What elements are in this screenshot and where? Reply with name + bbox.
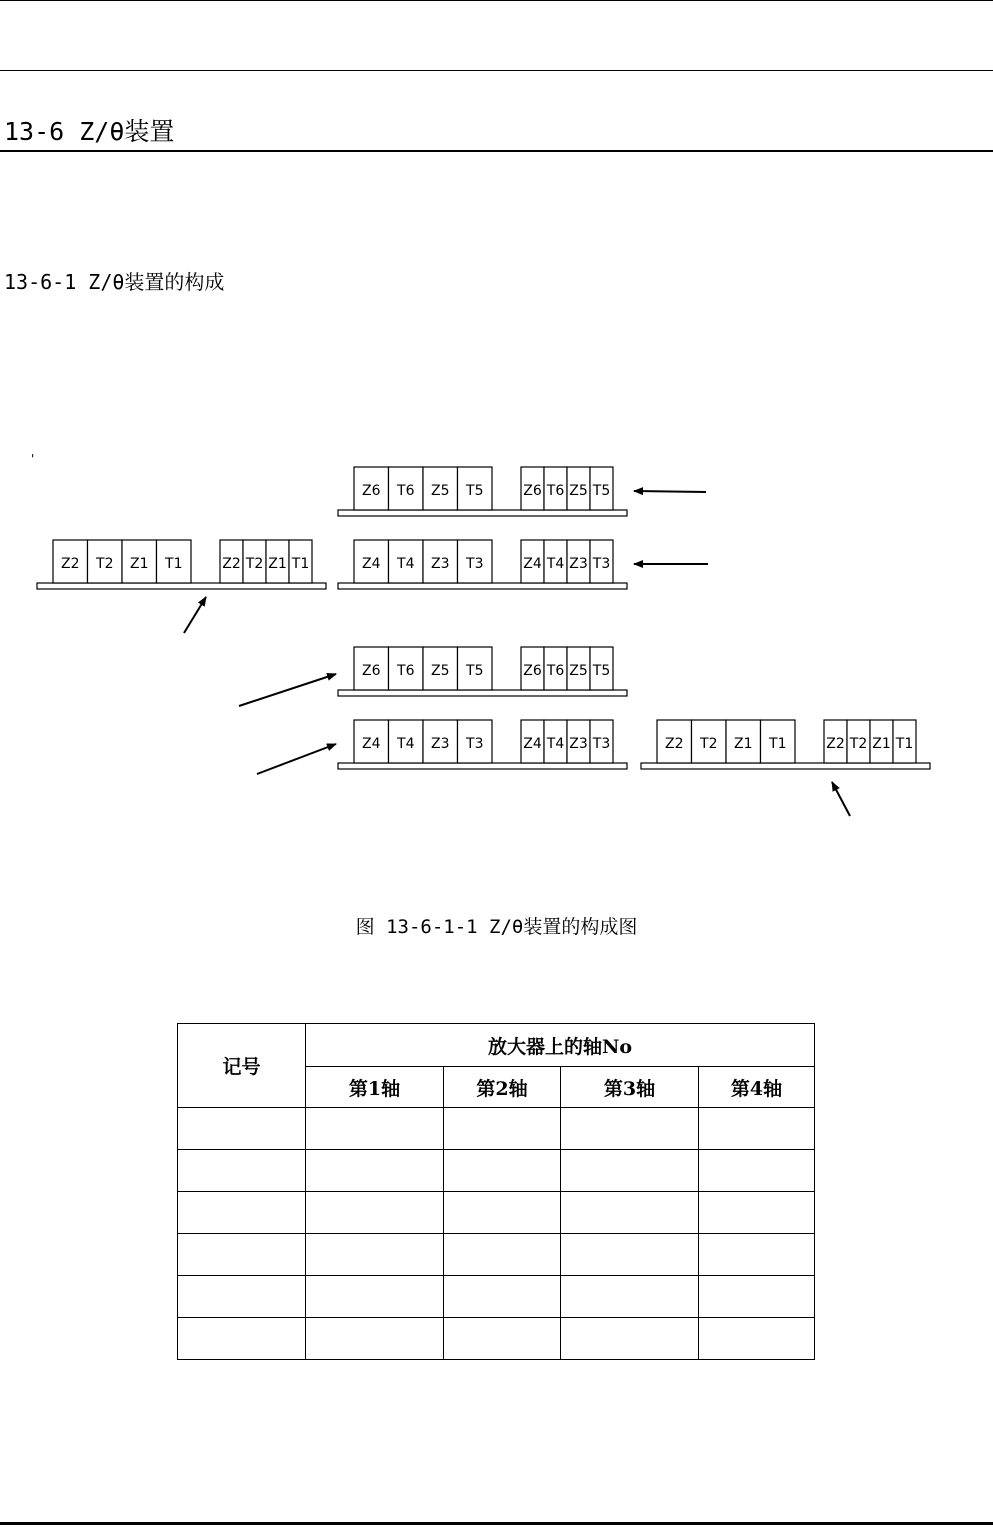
table-row xyxy=(178,1108,815,1150)
table-cell xyxy=(306,1276,444,1318)
block-label: Z3 xyxy=(569,556,588,572)
block-label: T4 xyxy=(397,736,415,752)
block-label: T1 xyxy=(291,556,310,572)
table-cell xyxy=(444,1108,561,1150)
axis-assignment-table xyxy=(177,1023,815,1360)
unit-upper-b xyxy=(338,540,627,589)
symbol-header: 记号 xyxy=(178,1024,306,1108)
block-label: Z6 xyxy=(523,663,542,679)
arrow-to-lower-b xyxy=(257,744,336,774)
z-theta-unit-diagram xyxy=(0,440,993,840)
base-plate xyxy=(338,763,627,769)
amp-axis-header: 放大器上的轴No xyxy=(306,1024,815,1067)
base-plate xyxy=(37,583,326,589)
subsection-title: 13-6-1 Z/θ装置的构成 xyxy=(4,270,225,294)
block-label: T4 xyxy=(546,736,565,752)
block-label: T2 xyxy=(245,556,264,572)
block-label: T3 xyxy=(466,556,484,572)
block-label: Z1 xyxy=(268,556,287,572)
block-label: T6 xyxy=(546,663,565,679)
base-plate xyxy=(338,510,627,516)
table-cell xyxy=(561,1276,699,1318)
block-label: Z5 xyxy=(431,663,450,679)
block-label: Z6 xyxy=(362,663,381,679)
block-label: Z5 xyxy=(569,663,588,679)
block-label: Z5 xyxy=(569,483,588,499)
unit-left-c xyxy=(37,540,326,589)
table-cell xyxy=(178,1318,306,1360)
axis-3-header: 第3轴 xyxy=(561,1067,699,1108)
block-label: T6 xyxy=(397,663,415,679)
table-row xyxy=(178,1234,815,1276)
block-label: Z3 xyxy=(569,736,588,752)
table-cell xyxy=(561,1234,699,1276)
block-label: Z4 xyxy=(362,736,381,752)
arrow-to-left-c xyxy=(184,597,206,633)
block-label: Z6 xyxy=(362,483,381,499)
table-cell xyxy=(699,1276,815,1318)
block-label: T5 xyxy=(466,663,484,679)
base-plate xyxy=(338,690,627,696)
table-cell xyxy=(561,1150,699,1192)
arrow-to-upper-a xyxy=(634,491,706,492)
base-plate xyxy=(641,763,930,769)
table-cell xyxy=(561,1108,699,1150)
table-cell xyxy=(306,1108,444,1150)
table-cell xyxy=(306,1234,444,1276)
block-label: Z1 xyxy=(734,736,753,752)
table-cell xyxy=(561,1318,699,1360)
axis-2-header: 第2轴 xyxy=(444,1067,561,1108)
table-cell xyxy=(444,1234,561,1276)
table-cell xyxy=(699,1192,815,1234)
block-label: T6 xyxy=(397,483,415,499)
unit-lower-b xyxy=(338,720,627,769)
section-title: 13-6 Z/θ装置 xyxy=(4,117,175,146)
block-label: T2 xyxy=(700,736,718,752)
stray-mark: ' xyxy=(31,452,35,466)
table-cell xyxy=(178,1276,306,1318)
block-label: Z1 xyxy=(130,556,149,572)
table-cell xyxy=(699,1150,815,1192)
arrow-to-lower-a xyxy=(239,674,336,706)
block-label: T2 xyxy=(96,556,114,572)
table-cell xyxy=(444,1276,561,1318)
block-label: Z4 xyxy=(362,556,381,572)
block-label: T5 xyxy=(592,483,611,499)
figure-caption: 图 13-6-1-1 Z/θ装置的构成图 xyxy=(355,916,638,938)
unit-upper-a xyxy=(338,467,627,516)
table-cell xyxy=(699,1234,815,1276)
block-label: Z5 xyxy=(431,483,450,499)
table-cell xyxy=(178,1234,306,1276)
table-cell xyxy=(178,1192,306,1234)
block-label: Z4 xyxy=(523,736,542,752)
axis-4-header: 第4轴 xyxy=(699,1067,815,1108)
block-label: T5 xyxy=(592,663,611,679)
block-label: Z3 xyxy=(431,556,450,572)
table-cell xyxy=(444,1318,561,1360)
table-cell xyxy=(699,1108,815,1150)
block-label: T5 xyxy=(466,483,484,499)
block-label: Z2 xyxy=(826,736,845,752)
footer-rule xyxy=(0,1522,993,1525)
unit-lower-a xyxy=(338,647,627,696)
block-label: T6 xyxy=(546,483,565,499)
block-label: T1 xyxy=(769,736,787,752)
block-label: Z4 xyxy=(523,556,542,572)
block-label: T2 xyxy=(849,736,868,752)
block-label: Z2 xyxy=(222,556,241,572)
table-row xyxy=(178,1150,815,1192)
block-label: T1 xyxy=(165,556,183,572)
table-cell xyxy=(306,1192,444,1234)
block-label: Z6 xyxy=(523,483,542,499)
unit-right-c xyxy=(641,720,930,769)
header-bottom-rule xyxy=(0,70,993,71)
table-cell xyxy=(444,1192,561,1234)
axis-1-header: 第1轴 xyxy=(306,1067,444,1108)
block-label: T3 xyxy=(466,736,484,752)
table-row xyxy=(178,1276,815,1318)
block-label: T1 xyxy=(895,736,914,752)
header-top-rule xyxy=(0,0,993,1)
block-label: T4 xyxy=(546,556,565,572)
block-label: T4 xyxy=(397,556,415,572)
table-cell xyxy=(306,1318,444,1360)
table-cell xyxy=(306,1150,444,1192)
block-label: Z1 xyxy=(872,736,891,752)
table-row xyxy=(178,1318,815,1360)
arrow-to-right-c xyxy=(832,782,850,816)
section-title-underline xyxy=(0,150,993,152)
table-cell xyxy=(178,1108,306,1150)
table-row xyxy=(178,1192,815,1234)
block-label: T3 xyxy=(592,736,611,752)
block-label: Z2 xyxy=(61,556,80,572)
block-label: Z3 xyxy=(431,736,450,752)
table-cell xyxy=(699,1318,815,1360)
table-cell xyxy=(444,1150,561,1192)
block-label: T3 xyxy=(592,556,611,572)
block-label: Z2 xyxy=(665,736,684,752)
table-cell xyxy=(561,1192,699,1234)
base-plate xyxy=(338,583,627,589)
table-cell xyxy=(178,1150,306,1192)
